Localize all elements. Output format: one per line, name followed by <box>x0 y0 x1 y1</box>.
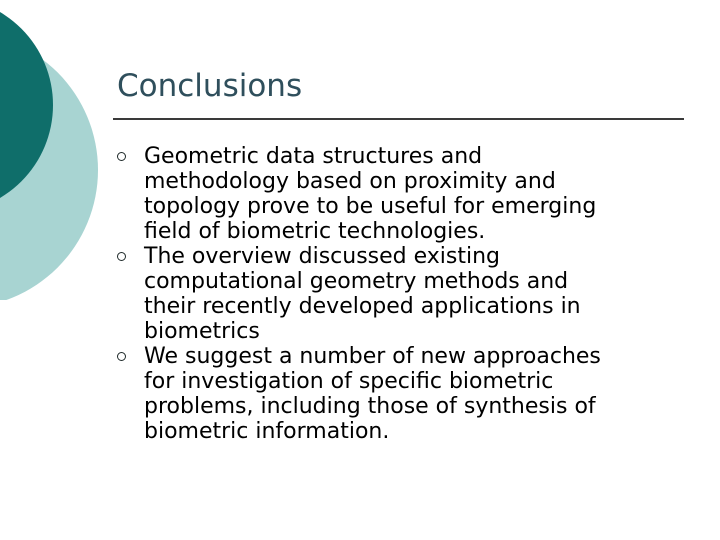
bullet-item-2 <box>117 244 677 344</box>
bullet-text-line: for investigation of specific biometric <box>144 369 554 394</box>
bullet-text-line: The overview discussed existing <box>144 244 501 269</box>
bullet-text-line: biometric information. <box>144 419 390 444</box>
bullet-text-line: field of biometric technologies. <box>144 219 486 244</box>
bullet-text-line: computational geometry methods and <box>144 269 569 294</box>
bullet-text-line: their recently developed applications in <box>144 294 581 319</box>
decorative-circles <box>0 0 120 300</box>
bullet-item-1 <box>117 144 677 244</box>
hollow-circle-bullet-icon <box>117 252 126 261</box>
bullet-list <box>117 144 677 444</box>
bullet-text-line: topology prove to be useful for emerging <box>144 194 597 219</box>
bullet-item-3 <box>117 344 677 444</box>
bullet-text-line: methodology based on proximity and <box>144 169 556 194</box>
hollow-circle-bullet-icon <box>117 152 126 161</box>
slide-title: Conclusions <box>117 68 303 104</box>
bullet-text-line: Geometric data structures and <box>144 144 483 169</box>
bullet-text-line: problems, including those of synthesis of <box>144 394 596 419</box>
bullet-text-line: We suggest a number of new approaches <box>144 344 601 369</box>
bullet-text-line: biometrics <box>144 319 260 344</box>
hollow-circle-bullet-icon <box>117 352 126 361</box>
title-underline <box>113 118 684 120</box>
